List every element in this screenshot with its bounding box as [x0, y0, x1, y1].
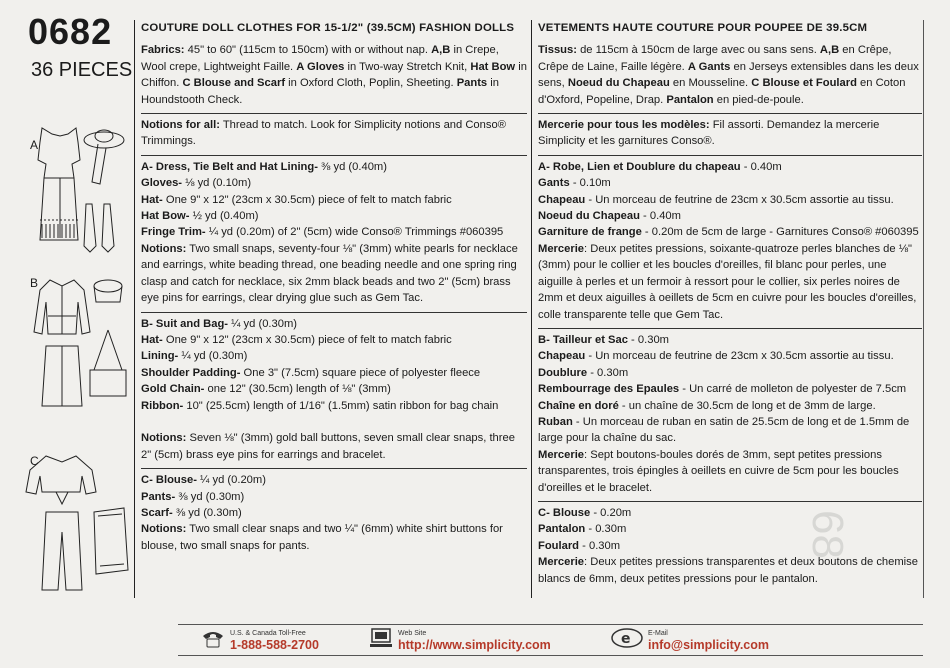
requirement-line: A- Dress, Tie Belt and Hat Lining- ⅜ yd (0.40m) [141, 160, 387, 173]
pattern-number: 0682 [28, 11, 113, 52]
bold-label: Notions for all: [141, 119, 220, 132]
french-title: VETEMENTS HAUTE COUTURE POUR POUPEE DE 39.5CM [538, 22, 868, 34]
requirement-line: Chaîne en doré - un chaîne de 30.5cm de long et de 3mm de large. [538, 399, 876, 412]
bold-label: C Blouse et Foulard [751, 77, 857, 90]
bold-label: Notions: [141, 242, 187, 255]
requirement-line: Mercerie: Deux petites pressions, soixante-quatroze perles blanches de ⅛" (3mm) pour le collier et les boucles d'oreilles, fil blanc pour perles, une aiguille à perles et un fermoir à ressort pour le collier, six perles noires de 2mm et deux aiguilles à oeillets de 5cm en cuivre pour les boucles d'oreilles, colle transparente telle que Gem Tac. [538, 242, 917, 321]
bold-label: Gants [538, 177, 570, 190]
requirement-line: Foulard - 0.30m [538, 539, 621, 552]
middle-divider [531, 20, 532, 598]
bold-label: Mercerie [538, 448, 585, 461]
bold-label: Gold Chain- [141, 383, 205, 396]
separator [141, 113, 527, 114]
requirement-line: Gants - 0.10m [538, 177, 611, 190]
requirement-line: Scarf- ⅜ yd (0.30m) [141, 506, 242, 519]
requirement-line: Gold Chain- one 12" (30.5cm) length of ⅛" (3mm) [141, 383, 391, 396]
skirt-drawing [42, 346, 82, 406]
phone-number[interactable]: 1-888-588-2700 [230, 638, 319, 652]
computer-icon [368, 627, 394, 649]
requirement-line: Notions: Seven ⅛" (3mm) gold ball buttons, seven small clear snaps, three 2" (5cm) brass eye pins for earrings and bracelet. [141, 432, 515, 461]
view-label-a: A [30, 138, 39, 152]
jacket-drawing [34, 280, 90, 334]
requirement-line: Ruban - Un morceau de ruban en satin de 25.5cm de long et de 1.5mm de large pour la chaîne du sac. [538, 415, 910, 445]
bold-label: Fabrics: [141, 44, 185, 57]
dress-drawing [38, 128, 80, 240]
bold-label: C- Blouse [538, 506, 591, 519]
bold-label: Rembourrage des Epaules [538, 383, 680, 396]
requirement-line: Shoulder Padding- One 3" (7.5cm) square piece of polyester fleece [141, 366, 481, 379]
gloves-drawing [84, 204, 114, 252]
separator [538, 155, 922, 156]
phone-contact [230, 630, 319, 652]
bold-label: Mercerie pour tous les modèles: [538, 119, 710, 132]
blouse-drawing [26, 456, 96, 504]
requirement-line: Hat- One 9" x 12" (23cm x 30.5cm) piece of felt to match fabric [141, 193, 452, 206]
separator [538, 328, 922, 329]
requirement-line: Mercerie: Deux petites pressions transparentes et deux boutons de chemise blancs de 6mm, deux petites pressions pour le pantalon. [538, 556, 918, 585]
requirement-line: A- Robe, Lien et Doublure du chapeau - 0.40m [538, 160, 782, 173]
requirement-line: B- Tailleur et Sac - 0.30m [538, 333, 669, 346]
right-divider [923, 20, 924, 598]
bold-label: Doublure [538, 366, 588, 379]
bold-label: Pantalon [538, 523, 586, 536]
notions-all-text: Notions for all: Thread to match. Look for Simplicity notions and Conso® Trimmings. [141, 119, 506, 148]
web-label: Web Site [398, 630, 427, 637]
bold-label: A- Robe, Lien et Doublure du chapeau [538, 160, 741, 173]
left-divider [134, 20, 135, 598]
english-title: COUTURE DOLL CLOTHES FOR 15-1/2" (39.5CM) FASHION DOLLS [141, 22, 515, 34]
bold-label: Noeud du Chapeau [538, 210, 640, 223]
bold-label: Mercerie [538, 556, 585, 569]
english-section-b [141, 316, 527, 464]
requirement-line: B- Suit and Bag- ¼ yd (0.30m) [141, 317, 298, 330]
separator [141, 155, 527, 156]
bold-label: Pantalon [666, 93, 714, 106]
requirement-line: C- Blouse- ¼ yd (0.20m) [141, 474, 266, 487]
french-notions-all [538, 117, 922, 150]
french-fabrics [538, 42, 922, 108]
bold-label: Tissus: [538, 44, 577, 57]
bold-label: A,B [819, 44, 840, 57]
english-fabrics [141, 42, 527, 108]
email-link[interactable]: info@simplicity.com [648, 638, 770, 652]
bold-label: Noeud du Chapeau [567, 77, 670, 90]
english-section-a [141, 159, 527, 307]
requirement-line: Pants- ⅜ yd (0.30m) [141, 490, 245, 503]
requirement-line: Ribbon- 10" (25.5cm) length of 1/16" (1.5mm) satin ribbon for bag chain [141, 399, 499, 412]
french-section-a [538, 159, 922, 323]
french-section-b [538, 332, 922, 496]
requirement-line: Hat Bow- ½ yd (0.40m) [141, 210, 259, 223]
bold-label: Mercerie [538, 242, 585, 255]
separator [538, 501, 922, 502]
bold-label: A,B [431, 44, 451, 57]
bold-label: Pants [456, 77, 488, 90]
requirement-line: Fringe Trim- ¼ yd (0.20m) of 2" (5cm) wide Conso® Trimmings #060395 [141, 226, 504, 239]
bag-drawing [90, 330, 126, 396]
requirement-line: Lining- ¼ yd (0.30m) [141, 350, 248, 363]
pieces-count: 36 PIECES [31, 59, 133, 81]
hat-drawing [84, 130, 124, 184]
bold-label: Notions: [141, 432, 187, 445]
bold-label: Ribbon- [141, 399, 184, 412]
email-label: E-Mail [648, 630, 668, 637]
requirement-line: Rembourrage des Epaules - Un carré de molleton de polyester de 7.5cm [538, 383, 907, 396]
scarf-drawing [94, 508, 128, 574]
english-instructions [141, 20, 527, 554]
requirement-line: Chapeau - Un morceau de feutrine de 23cm x 30.5cm assortie au tissu. [538, 193, 894, 206]
email-contact [648, 630, 769, 652]
fabrics-text: Fabrics: 45" to 60" (115cm to 150cm) with or without nap. A,B in Crepe, Wool crepe, Lightweight Faille. A Gloves in Two-way Stretch Knit, Hat Bow in Chiffon. C Blouse and Scarf in Oxford Cloth, Poplin, Sheeting. Pants in Houndstooth Check. [141, 44, 527, 106]
bold-label: Lining- [141, 350, 179, 363]
bold-label: C Blouse and Scarf [182, 77, 286, 90]
bold-label: Foulard [538, 539, 580, 552]
bold-label: Scarf- [141, 506, 173, 519]
bold-label: Hat- [141, 333, 163, 346]
separator [538, 113, 922, 114]
requirement-line: Doublure - 0.30m [538, 366, 629, 379]
contact-footer [178, 624, 923, 656]
bold-label: Garniture de frange [538, 226, 642, 239]
requirement-line: Hat- One 9" x 12" (23cm x 30.5cm) piece of felt to match fabric [141, 333, 452, 346]
bold-label: Hat Bow [470, 60, 516, 73]
email-icon [610, 627, 644, 649]
phone-label: U.S. & Canada Toll-Free [230, 630, 306, 637]
requirement-line: Notions: Two small clear snaps and two ¼" (6mm) white shirt buttons for blouse, two small snaps for pants. [141, 523, 503, 552]
bold-label: Notions: [141, 523, 187, 536]
telephone-icon [200, 627, 226, 649]
pillbox-hat-drawing [94, 280, 122, 302]
requirement-line: Mercerie: Sept boutons-boules dorés de 3mm, sept petites pressions transparentes, trois épingles à oeillets en cuivre de 5cm pour les boucles d'oreilles et le bracelet. [538, 448, 899, 494]
french-instructions [538, 20, 922, 587]
requirement-line: Gloves- ⅛ yd (0.10m) [141, 177, 252, 190]
fabrics-text: Tissus: de 115cm à 150cm de large avec ou sans sens. A,B en Crêpe, Crêpe de Laine, Faille légère. A Gants en Jerseys extensibles dans les deux sens, Noeud du Chapeau en Mousseline. C Blouse et Foulard en Coton d'Oxford, Popeline, Drap. Pantalon en pied-de-poule. [538, 44, 919, 106]
english-notions-all [141, 117, 527, 150]
bold-label: A Gloves [296, 60, 345, 73]
english-section-c [141, 472, 527, 554]
bold-label: B- Tailleur et Sac [538, 333, 628, 346]
bold-label: Hat- [141, 193, 163, 206]
separator [141, 468, 527, 469]
requirement-line: Noeud du Chapeau - 0.40m [538, 210, 681, 223]
bold-label: B- Suit and Bag- [141, 317, 229, 330]
separator [141, 312, 527, 313]
bold-label: Gloves- [141, 177, 183, 190]
bold-label: Fringe Trim- [141, 226, 206, 239]
pants-drawing [42, 512, 82, 590]
bold-label: A- Dress, Tie Belt and Hat Lining- [141, 160, 318, 173]
requirement-line: Pantalon - 0.30m [538, 523, 627, 536]
requirement-line: Chapeau - Un morceau de feutrine de 23cm x 30.5cm assortie au tissu. [538, 350, 894, 363]
bold-label: C- Blouse- [141, 474, 197, 487]
bold-label: Pants- [141, 490, 176, 503]
bold-label: Chapeau [538, 350, 586, 363]
requirement-line: Notions: Two small snaps, seventy-four ⅛" (3mm) white pearls for necklace and earrings, white beading thread, one beading needle and one spring ring clasp and catch for necklace, six 2mm black beads and two 2" (5cm) brass eye pins for earrings, clear drying glue such as Gem Tac. [141, 242, 518, 305]
bold-label: Ruban [538, 415, 573, 428]
french-section-c [538, 505, 922, 587]
requirement-line [141, 414, 527, 430]
bold-label: Shoulder Padding- [141, 366, 241, 379]
technical-drawings [20, 120, 132, 600]
watermark-number: 68 [803, 510, 852, 559]
bold-label: A Gants [687, 60, 731, 73]
bold-label: Hat Bow- [141, 210, 190, 223]
requirement-line: C- Blouse - 0.20m [538, 506, 632, 519]
view-label-c: C [30, 454, 39, 468]
bold-label: Chapeau [538, 193, 586, 206]
notions-all-text: Mercerie pour tous les modèles: Fil assorti. Demandez la mercerie Simplicity et les garnitures Conso®. [538, 119, 880, 148]
website-link[interactable]: http://www.simplicity.com [398, 638, 551, 652]
requirement-line: Garniture de frange - 0.20m de 5cm de large - Garnitures Conso® #060395 [538, 226, 919, 239]
web-contact [398, 630, 551, 652]
bold-label: Chaîne en doré [538, 399, 619, 412]
svg-text:e: e [621, 631, 631, 647]
view-label-b: B [30, 276, 39, 290]
